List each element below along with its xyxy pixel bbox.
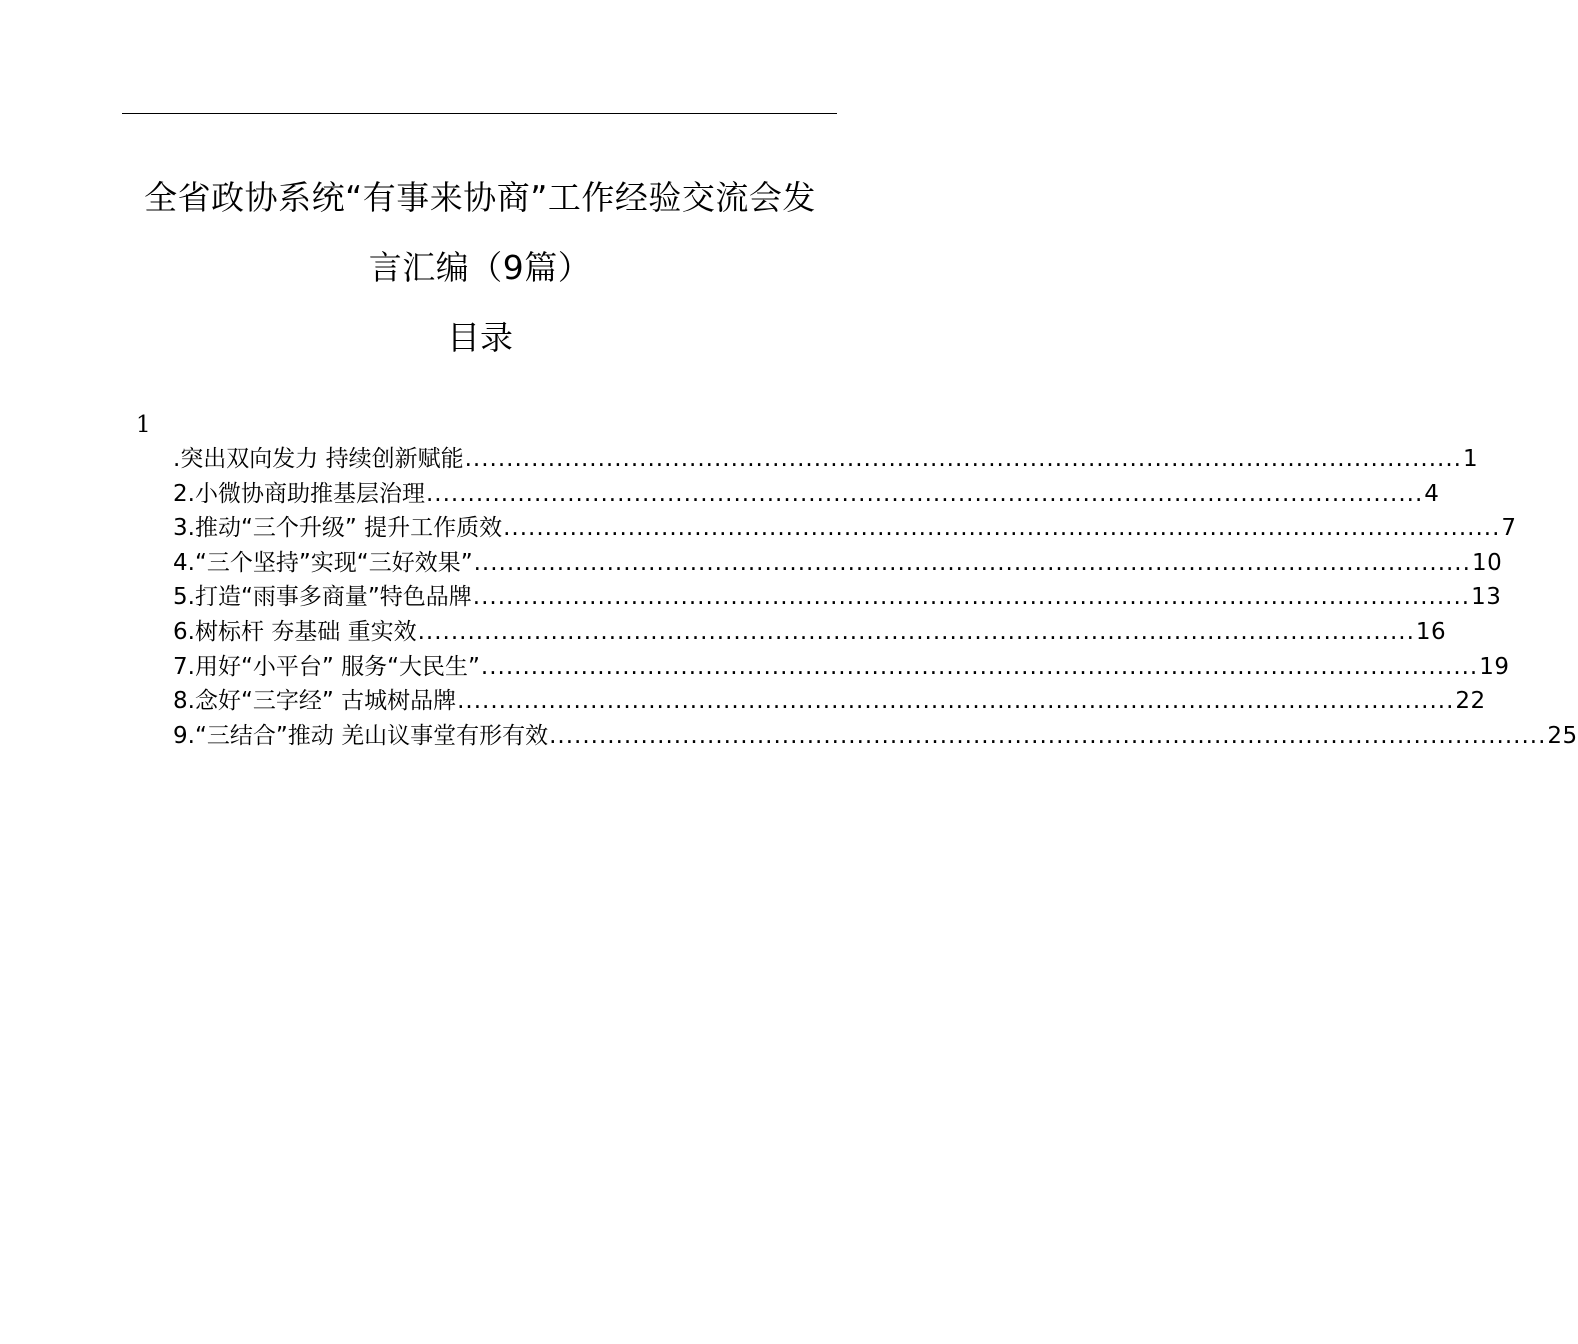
toc-entry[interactable]: [173, 684, 1486, 719]
toc-entry-title: .突出双向发力 持续创新赋能: [173, 446, 464, 472]
toc-leader-dots: ........................................................................................................................: [417, 618, 1415, 645]
toc-leader-dots: ........................................................................................................................: [480, 653, 1479, 680]
toc-leader-dots: ........................................................................................................................: [425, 480, 1424, 507]
toc-leader-dots: ........................................................................................................................: [503, 515, 1501, 542]
toc-entry[interactable]: [173, 511, 1517, 546]
toc-entry-page: 19: [1479, 653, 1510, 680]
page-marker: 1: [136, 412, 151, 438]
toc-entry-title: 3.推动“三个升级” 提升工作质效: [173, 515, 503, 542]
toc-entry-title: 2.小微协商助推基层治理: [173, 480, 425, 507]
toc-entry[interactable]: [173, 580, 1502, 615]
toc-entry-title: 7.用好“小平台” 服务“大民生”: [173, 653, 480, 680]
toc-leader-dots: ........................................................................................................................: [457, 688, 1455, 715]
toc-entry-title: 5.打造“雨事多商量”特色品牌: [173, 584, 472, 611]
toc-entry-page: 22: [1455, 688, 1486, 715]
toc-entry[interactable]: [173, 477, 1440, 512]
toc-entry-title: 8.念好“三字经” 古城树品牌: [173, 688, 457, 715]
toc-heading: 目录: [447, 318, 513, 357]
table-of-contents: [173, 442, 1578, 753]
toc-entry-page: 1: [1462, 446, 1479, 472]
toc-entry-page: 10: [1471, 549, 1503, 576]
toc-entry-page: 16: [1415, 618, 1447, 645]
document-title-line-1: 全省政协系统“有事来协商”工作经验交流会发: [144, 178, 816, 217]
toc-entry-page: 25: [1547, 722, 1578, 749]
toc-leader-dots: ........................................................................................................................: [472, 584, 1471, 611]
toc-leader-dots: ........................................................................................................................: [464, 446, 1462, 472]
toc-entry[interactable]: [173, 615, 1447, 650]
toc-entry-title: 6.树标杆 夯基础 重实效: [173, 618, 417, 645]
toc-leader-dots: ........................................................................................................................: [549, 722, 1547, 749]
toc-entry[interactable]: [173, 719, 1578, 754]
toc-entry[interactable]: [173, 442, 1479, 477]
toc-entry[interactable]: [173, 650, 1510, 685]
header-rule: [122, 113, 837, 114]
toc-entry-title: 9.“三结合”推动 羌山议事堂有形有效: [173, 722, 549, 749]
toc-entry-page: 7: [1501, 515, 1517, 542]
document-title-line-2: 言汇编（9篇）: [368, 248, 592, 287]
toc-entry-title: 4.“三个坚持”实现“三好效果”: [173, 549, 473, 576]
toc-entry[interactable]: [173, 546, 1503, 581]
toc-entry-page: 13: [1471, 584, 1502, 611]
toc-leader-dots: ........................................................................................................................: [473, 549, 1471, 576]
toc-entry-page: 4: [1424, 480, 1440, 507]
